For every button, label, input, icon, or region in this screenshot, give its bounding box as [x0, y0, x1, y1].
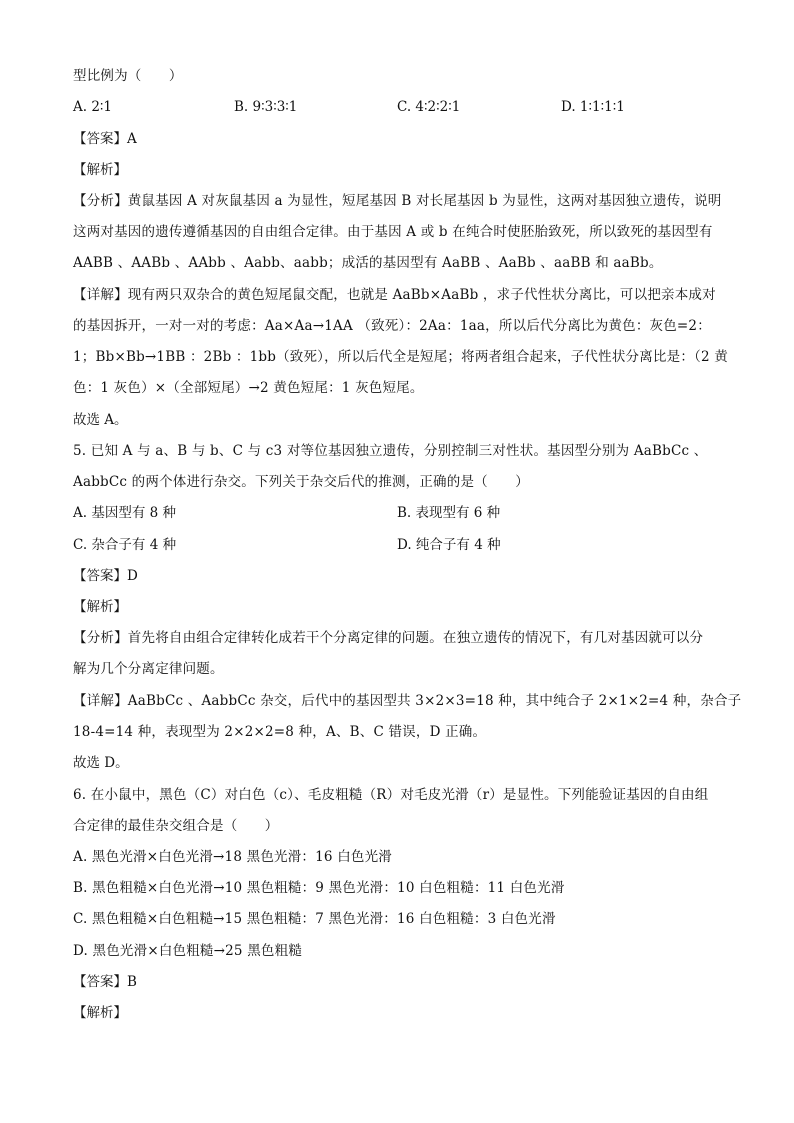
q4-option-a: A. 2∶1	[73, 99, 113, 115]
q5-conclusion: 故选 D。	[73, 755, 129, 771]
q5-option-c: C. 杂合子有 4 种	[73, 537, 177, 553]
q6-option-c: C. 黑色粗糙×白色粗糙→15 黑色粗糙：7 黑色光滑：16 白色粗糙：3 白色光滑	[73, 911, 556, 927]
q6-option-a: A. 黑色光滑×白色光滑→18 黑色光滑：16 白色光滑	[73, 849, 392, 865]
q4-stem-tail: 型比例为（ ）	[73, 68, 183, 84]
q4-conclusion: 故选 A。	[73, 412, 128, 428]
q5-analysis-line: 解为几个分离定律问题。	[73, 661, 224, 677]
q5-jiexi-label: 【解析】	[73, 599, 127, 615]
q5-answer: 【答案】D	[73, 568, 138, 584]
q6-option-b: B. 黑色粗糙×白色光滑→10 黑色粗糙：9 黑色光滑：10 白色粗糙：11 白色光滑	[73, 880, 565, 896]
q4-detail-line: 色：1 灰色）×（全部短尾）→2 黄色短尾：1 灰色短尾。	[73, 380, 424, 396]
q6-jiexi-label: 【解析】	[73, 1005, 127, 1021]
q5-option-a: A. 基因型有 8 种	[73, 505, 177, 521]
q5-detail-line: 【详解】AaBbCc 、AabbCc 杂交，后代中的基因型共 3×2×3=18 种，其中纯合子 2×1×2=4 种，杂合子	[73, 693, 742, 709]
q4-detail-line: 1；Bb×Bb→1BB ：2Bb ：1bb（致死），所以后代全是短尾；将两者组合起来，子代性状分离比是：（2 黄	[73, 349, 728, 365]
q6-stem-line: 6. 在小鼠中，黑色（C）对白色（c）、毛皮粗糙（R）对毛皮光滑（r）是显性。下列能验证基因的自由组	[73, 787, 709, 803]
q4-analysis-line: 这两对基因的遗传遵循基因的自由组合定律。由于基因 A 或 b 在纯合时使胚胎致死，所以致死的基因型有	[73, 224, 713, 240]
q4-analysis-line: 【分析】黄鼠基因 A 对灰鼠基因 a 为显性，短尾基因 B 对长尾基因 b 为显性，这两对基因独立遗传，说明	[73, 193, 722, 209]
q5-analysis-line: 【分析】首先将自由组合定律转化成若干个分离定律的问题。在独立遗传的情况下，有几对基因就可以分	[73, 630, 704, 646]
q4-answer: 【答案】A	[73, 131, 137, 147]
q5-option-b: B. 表现型有 6 种	[397, 505, 501, 521]
q5-stem-line: 5. 已知 A 与 a、B 与 b、C 与 c3 对等位基因独立遗传，分别控制三对性状。基因型分别为 AaBbCc 、	[73, 443, 708, 459]
q5-stem-line: AabbCc 的两个体进行杂交。下列关于杂交后代的推测，正确的是（ ）	[73, 474, 529, 490]
q4-analysis-line: AABB 、AABb 、AAbb 、Aabb、aabb；成活的基因型有 AaBB 、AaBb 、aaBB 和 aaBb。	[73, 255, 663, 271]
q4-detail-line: 【详解】现有两只双杂合的黄色短尾鼠交配，也就是 AaBb×AaBb ，求子代性状分离比，可以把亲本成对	[73, 287, 716, 303]
q6-answer: 【答案】B	[73, 974, 137, 990]
q4-option-d: D. 1∶1∶1∶1	[561, 99, 625, 115]
q4-option-b: B. 9∶3∶3∶1	[234, 99, 298, 115]
q6-stem-line: 合定律的最佳杂交组合是（ ）	[73, 818, 279, 834]
q6-option-d: D. 黑色光滑×白色粗糙→25 黑色粗糙	[73, 943, 303, 959]
q5-option-d: D. 纯合子有 4 种	[397, 537, 501, 553]
q4-option-c: C. 4∶2∶2∶1	[397, 99, 461, 115]
q4-detail-line: 的基因拆开，一对一对的考虑：Aa×Aa→1AA （致死）：2Aa：1aa，所以后代分离比为黄色：灰色=2：	[73, 318, 711, 334]
q4-jiexi-label: 【解析】	[73, 162, 127, 178]
q5-detail-line: 18-4=14 种，表现型为 2×2×2=8 种，A、B、C 错误，D 正确。	[73, 724, 487, 740]
